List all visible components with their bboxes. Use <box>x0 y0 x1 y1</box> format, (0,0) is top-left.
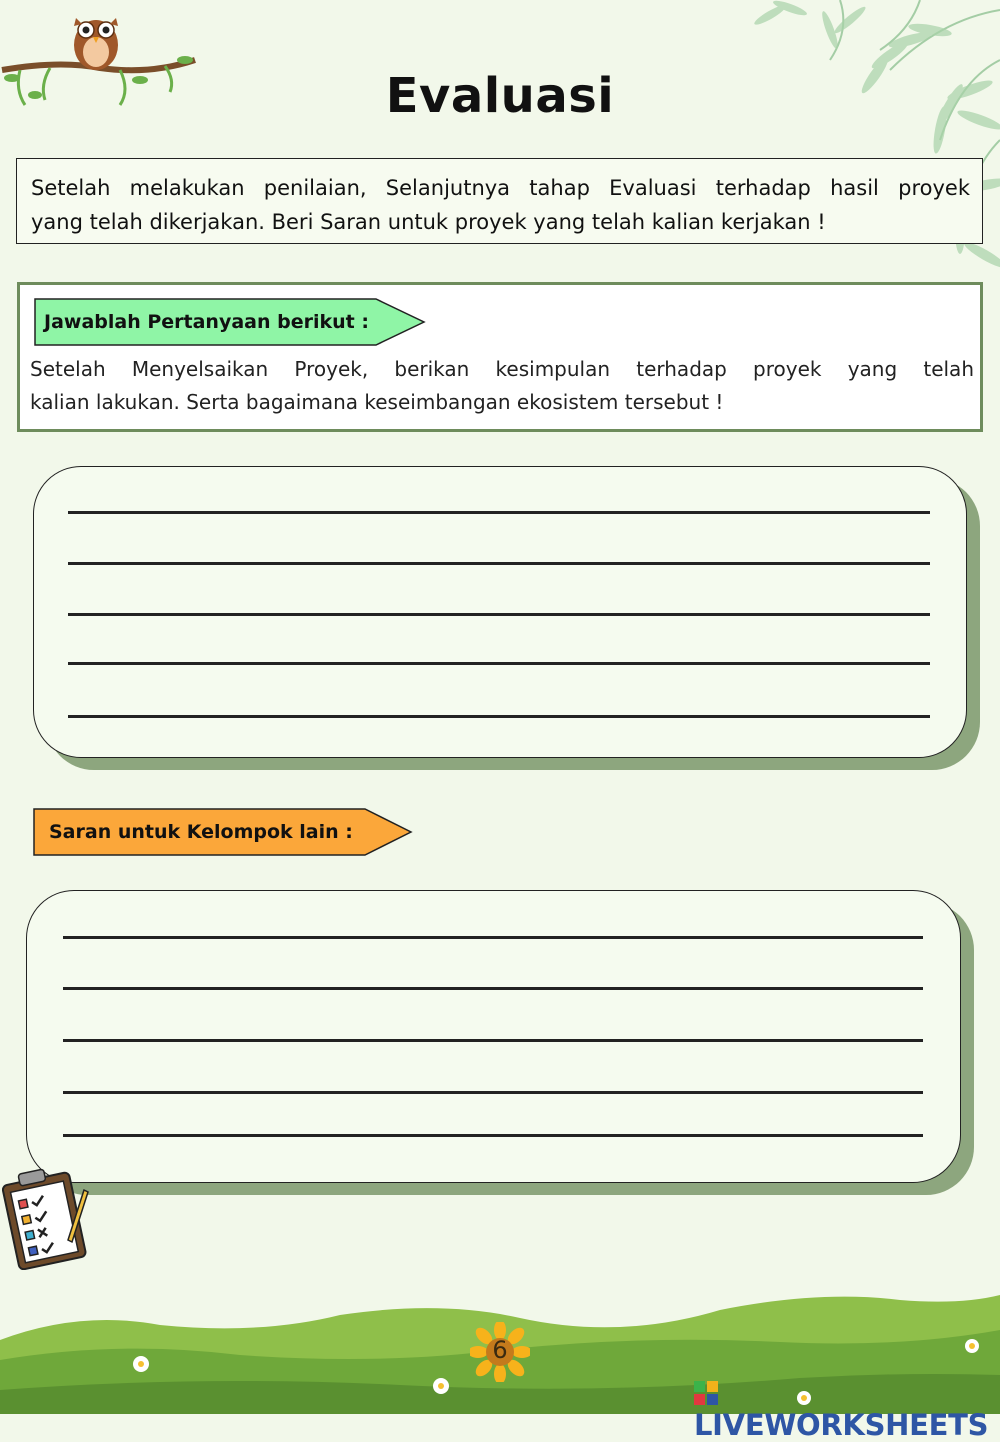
answer-box-conclusion[interactable] <box>33 466 967 758</box>
writing-line <box>68 511 930 514</box>
page-number: 6 <box>492 1336 508 1364</box>
writing-line <box>68 662 930 665</box>
question-text <box>30 353 974 419</box>
question-line-2: kalian lakukan. Serta bagaimana keseimbangan ekosistem tersebut ! <box>30 390 724 414</box>
writing-line <box>63 1134 923 1137</box>
suggestion-tag <box>33 808 413 856</box>
leaves-decoration <box>640 0 1000 300</box>
answer-box-suggestion[interactable] <box>26 890 961 1183</box>
writing-line <box>68 562 930 565</box>
suggestion-tag-label: Saran untuk Kelompok lain : <box>49 821 353 843</box>
writing-line <box>63 936 923 939</box>
liveworksheets-icon <box>694 1381 718 1405</box>
question-tag <box>34 298 426 346</box>
liveworksheets-logo <box>694 1374 1000 1442</box>
writing-line <box>68 715 930 718</box>
brand-text: LIVEWORKSHEETS <box>694 1408 989 1442</box>
clipboard-checklist-icon <box>2 1160 97 1270</box>
question-line-1: Setelah Menyelsaikan Proyek, berikan kesimpulan terhadap proyek yang telah <box>30 357 974 381</box>
intro-line-1: Setelah melakukan penilaian, Selanjutnya tahap Evaluasi terhadap hasil proyek <box>31 176 970 200</box>
intro-instructions <box>16 158 983 244</box>
writing-line <box>63 987 923 990</box>
writing-line <box>63 1039 923 1042</box>
page-title: Evaluasi <box>385 68 615 124</box>
intro-line-2: yang telah dikerjakan. Beri Saran untuk proyek yang telah kalian kerjakan ! <box>31 210 826 234</box>
question-tag-label: Jawablah Pertanyaan berikut : <box>44 311 369 333</box>
page-number-badge <box>470 1322 530 1382</box>
owl-icon <box>74 18 118 70</box>
writing-line <box>63 1091 923 1094</box>
writing-line <box>68 613 930 616</box>
question-panel <box>17 282 983 432</box>
